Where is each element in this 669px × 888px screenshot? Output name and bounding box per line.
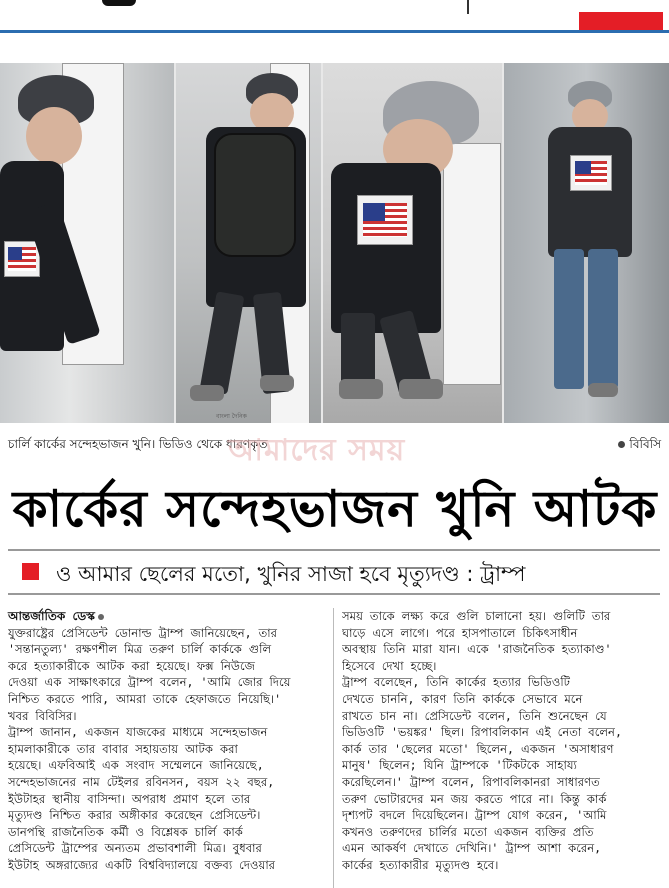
top-rule (0, 30, 669, 33)
photo-panel-2 (176, 63, 321, 423)
article-line: 'সন্তানতুল্য' রক্ষণশীল মিত্র তরুণ চার্লি কার্ককে গুলি (8, 642, 272, 657)
article-line: যুক্তরাষ্ট্রের প্রেসিডেন্ট ডোনাল্ড ট্রাম্প জানিয়েছেন, তার (8, 625, 278, 640)
article-body (8, 608, 661, 888)
article-line: সময় তাকে লক্ষ্য করে গুলি চালানো হয়। গুলিটি তার (342, 609, 611, 623)
article-line: এমন আকর্ষণ দেখাতে দেখিনি।' ট্রাম্প আশা করেন, (342, 841, 602, 856)
newspaper-watermark: আমাদের সময় (228, 433, 406, 468)
article-column-right (342, 608, 660, 874)
headline: কার্কের সন্দেহভাজন খুনি আটক (12, 480, 658, 538)
article-line: দেওয়া এক সাক্ষাৎকারে ট্রাম্প বলেন, 'আমি জোর দিয়ে (8, 675, 291, 690)
article-line: অবস্থায় তিনি মারা যান। একে 'রাজনৈতিক হত্যাকাণ্ড' (342, 642, 612, 657)
caption-row (8, 433, 661, 468)
article-line: কার্কের হত্যাকারীর মৃত্যুদণ্ড হবে। (342, 857, 499, 872)
bullet-icon (98, 614, 104, 620)
article-line: ডানপন্থি রাজনৈতিক কর্মী ও বিশ্লেষক চার্লি কার্ক (8, 824, 243, 839)
masthead-mark (102, 0, 136, 6)
article-line: প্রেসিডেন্ট ট্রাম্পের অন্যতম প্রভাবশালী মিত্র। বুধবার (8, 841, 262, 856)
article-line: করে হত্যাকারীকে আটক করা হয়েছে। ফক্স নিউজে (8, 658, 255, 673)
photo-source (618, 436, 661, 456)
column-divider-top (467, 0, 469, 14)
photo-panel-4 (504, 63, 669, 423)
bullet-icon (618, 441, 625, 448)
article-line: হিসেবে দেখা হচ্ছে। (342, 658, 437, 673)
article-line: হামলাকারীকে তার বাবার সহায়তায় আটক করা (8, 741, 238, 756)
article-line: মৃত্যুদণ্ড নিশ্চিত করার অঙ্গীকার করেছেন প্রেসিডেন্ট। (8, 808, 261, 823)
red-square-icon (22, 563, 39, 580)
article-line: তরুণ ভোটারদের মন জয় করতে পারে না। কিন্তু কার্ক (342, 791, 607, 806)
article-line: সন্দেহভাজনের নাম টেইলর রবিনসন, বয়স ২২ বছর, (8, 774, 275, 789)
article-line: মানুষ' ছিলেন; যিনি ট্রাম্পকে 'টিকটকে সাহায্য (342, 758, 577, 773)
article-line: খবর বিবিসির। (8, 708, 77, 723)
right-lines (342, 608, 660, 874)
article-line: ঘাড়ে এসে লাগে। পরে হাসপাতালে চিকিৎসাধীন (342, 625, 578, 640)
suspect-photo-strip (0, 63, 669, 423)
subhead-box (8, 549, 660, 595)
article-line: ট্রাম্প বলেছেন, তিনি কার্কের হত্যার ভিডিওটি (342, 675, 570, 690)
photo-source-label: বিবিসি (629, 437, 661, 451)
article-column-left (8, 608, 326, 874)
masthead-strip (0, 0, 669, 50)
photo-panel-3 (323, 63, 502, 423)
article-line: নিশ্চিত করতে পারি, আমরা তাকে হেফাজতে নিয়েছি।' (8, 691, 282, 706)
department-label (8, 608, 326, 625)
department-text: আন্তর্জাতিক ডেস্ক (8, 609, 95, 623)
article-line: কখনও তরুণদের চার্লির মতো একজন ব্যক্তির প্রতি (342, 824, 594, 839)
article-line: করেছিলেন।' ট্রাম্প বলেন, রিপাবলিকানরা সাধারণত (342, 774, 600, 789)
article-line: কার্ক তার 'ছেলের মতো' ছিলেন, একজন 'অসাধারণ (342, 741, 614, 756)
left-lines (8, 625, 326, 874)
photo-panel-1 (0, 63, 174, 423)
article-line: রাখতে চান না। প্রেসিডেন্ট বলেন, তিনি শুনেছেন যে (342, 708, 607, 723)
article-line: ইউটাহ অঙ্গরাজ্যের একটি বিশ্ববিদ্যালয়ে বক্তব্য দেওয়ার (8, 857, 276, 872)
article-line: হয়েছে। এফবিআই এক সংবাদ সম্মেলনে জানিয়েছে, (8, 758, 264, 773)
article-line: ট্রাম্প জানান, একজন যাজকের মাধ্যমে সন্দেহভাজন (8, 725, 268, 740)
subhead: ও আমার ছেলের মতো, খুনির সাজা হবে মৃত্যুদণ্ড : ট্রাম্প (56, 562, 526, 586)
article-line: ভিডিওটি 'ভয়ঙ্কর' ছিল। রিপাবলিকান এই নেতা বলেন, (342, 725, 622, 740)
photo-caption: চার্লি কার্কের সন্দেহভাজন খুনি। ভিডিও থেকে ধারণকৃত (8, 437, 268, 451)
article-line: দেখতে চাননি, কারণ তিনি কার্ককে সেভাবে মনে (342, 691, 583, 706)
section-red-bar (579, 12, 663, 30)
article-line: ইউটাহর স্থানীয় বাসিন্দা। অপরাধ প্রমাণ হলে তার (8, 791, 251, 806)
photo-credit: বাংলা দৈনিক (216, 413, 247, 420)
article-line: দৃশ্যপট বদলে দিয়েছিলেন। ট্রাম্প যোগ করেন, 'আমি (342, 808, 607, 823)
column-divider (333, 608, 334, 888)
